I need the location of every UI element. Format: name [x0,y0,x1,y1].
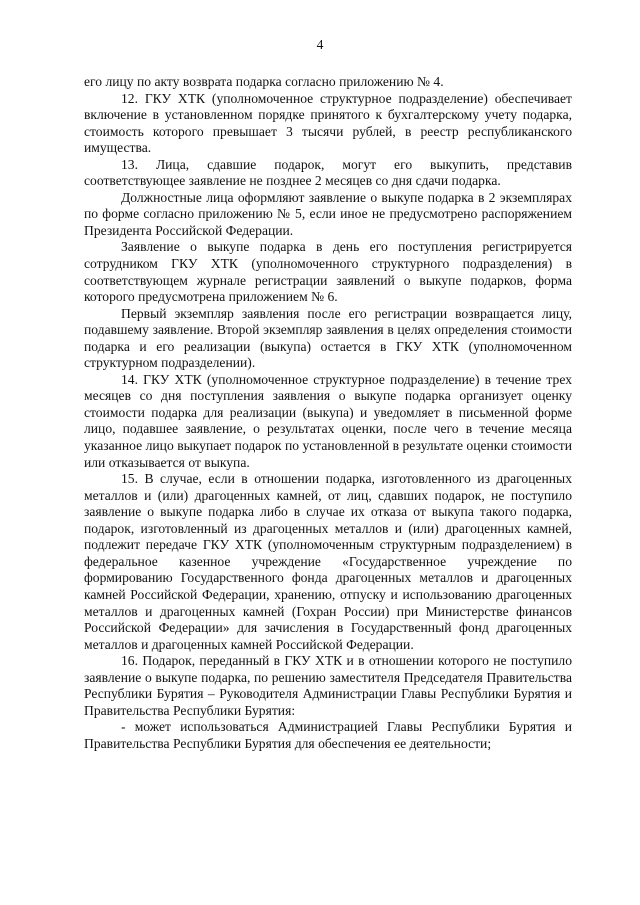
paragraph-14: 14. ГКУ ХТК (уполномоченное структурное подразделение) в течение трех месяцев со дня поступления заявления о выкупе подарка организует оценку стоимости подарка для реализации (выкупа) и уведомляет в письменной форме лицо, подавшее заявление, о результатах оценки, после чего в течение месяца указанное лицо выкупает подарок по установленной в результате оценки стоимости или отказывается от выкупа. [84,371,572,470]
paragraph-continuation: его лицу по акту возврата подарка согласно приложению № 4. [84,74,444,89]
paragraph-13: 13. Лица, сдавшие подарок, могут его выкупить, представив соответствующее заявление не позднее 2 месяцев со дня сдачи подарка. [84,156,572,189]
paragraph-16-item: - может использоваться Администрацией Главы Республики Бурятия и Правительства Республики Бурятия для обеспечения ее деятельности; [84,719,572,751]
document-body [84,74,572,752]
paragraph-registration: Заявление о выкупе подарка в день его поступления регистрируется сотрудником ГКУ ХТК (уполномоченного структурного подразделения) в соответствующем журнале регистрации заявлений о выкупе подарков, форма которого предусмотрена приложением № 6. [84,239,572,305]
paragraph-16: 16. Подарок, переданный в ГКУ ХТК и в отношении которого не поступило заявление о выкупе подарка, по решению заместителя Председателя Правительства Республики Бурятия – Руководителя Администрации Главы Республики Бурятия и Правительства Республики Бурятия: [84,653,572,718]
page-number: 4 [316,37,324,52]
paragraph-12: 12. ГКУ ХТК (уполномоченное структурное подразделение) обеспечивает включение в установленном порядке принятого к бухгалтерскому учету подарка, стоимость которого превышает 3 тысячи рублей, в реестр республиканского имущества. [84,90,572,156]
paragraph-15: 15. В случае, если в отношении подарка, изготовленного из драгоценных металлов и (или) драгоценных камней, от лиц, сдавших подарок, не поступило заявление о выкупе подарка либо в случае их отказа от выкупа такого подарка, подарок, изготовленный из драгоценных металлов и (или) драгоценных камней, подлежит передаче ГКУ ХТК (уполномоченным структурным подразделением) в федеральное казенное учреждение «Государственное учреждение по формированию Государственного фонда драгоценных металлов и драгоценных камней Российской Федерации, хранению, отпуску и использованию драгоценных металлов и драгоценных камней (Гохран России) при Министерстве финансов Российской Федерации» для зачисления в Государственный фонд драгоценных металлов и драгоценных камней Российской Федерации. [84,471,572,652]
paragraph-copies: Первый экземпляр заявления после его регистрации возвращается лицу, подавшему заявление. Второй экземпляр заявления в целях определения стоимости подарка и его реализации (выкупа) остается в ГКУ ХТК (уполномоченном структурном подразделении). [84,305,572,371]
paragraph-application-form: Должностные лица оформляют заявление о выкупе подарка в 2 экземплярах по форме согласно приложению № 5, если иное не предусмотрено распоряжением Президента Российской Федерации. [84,189,572,238]
